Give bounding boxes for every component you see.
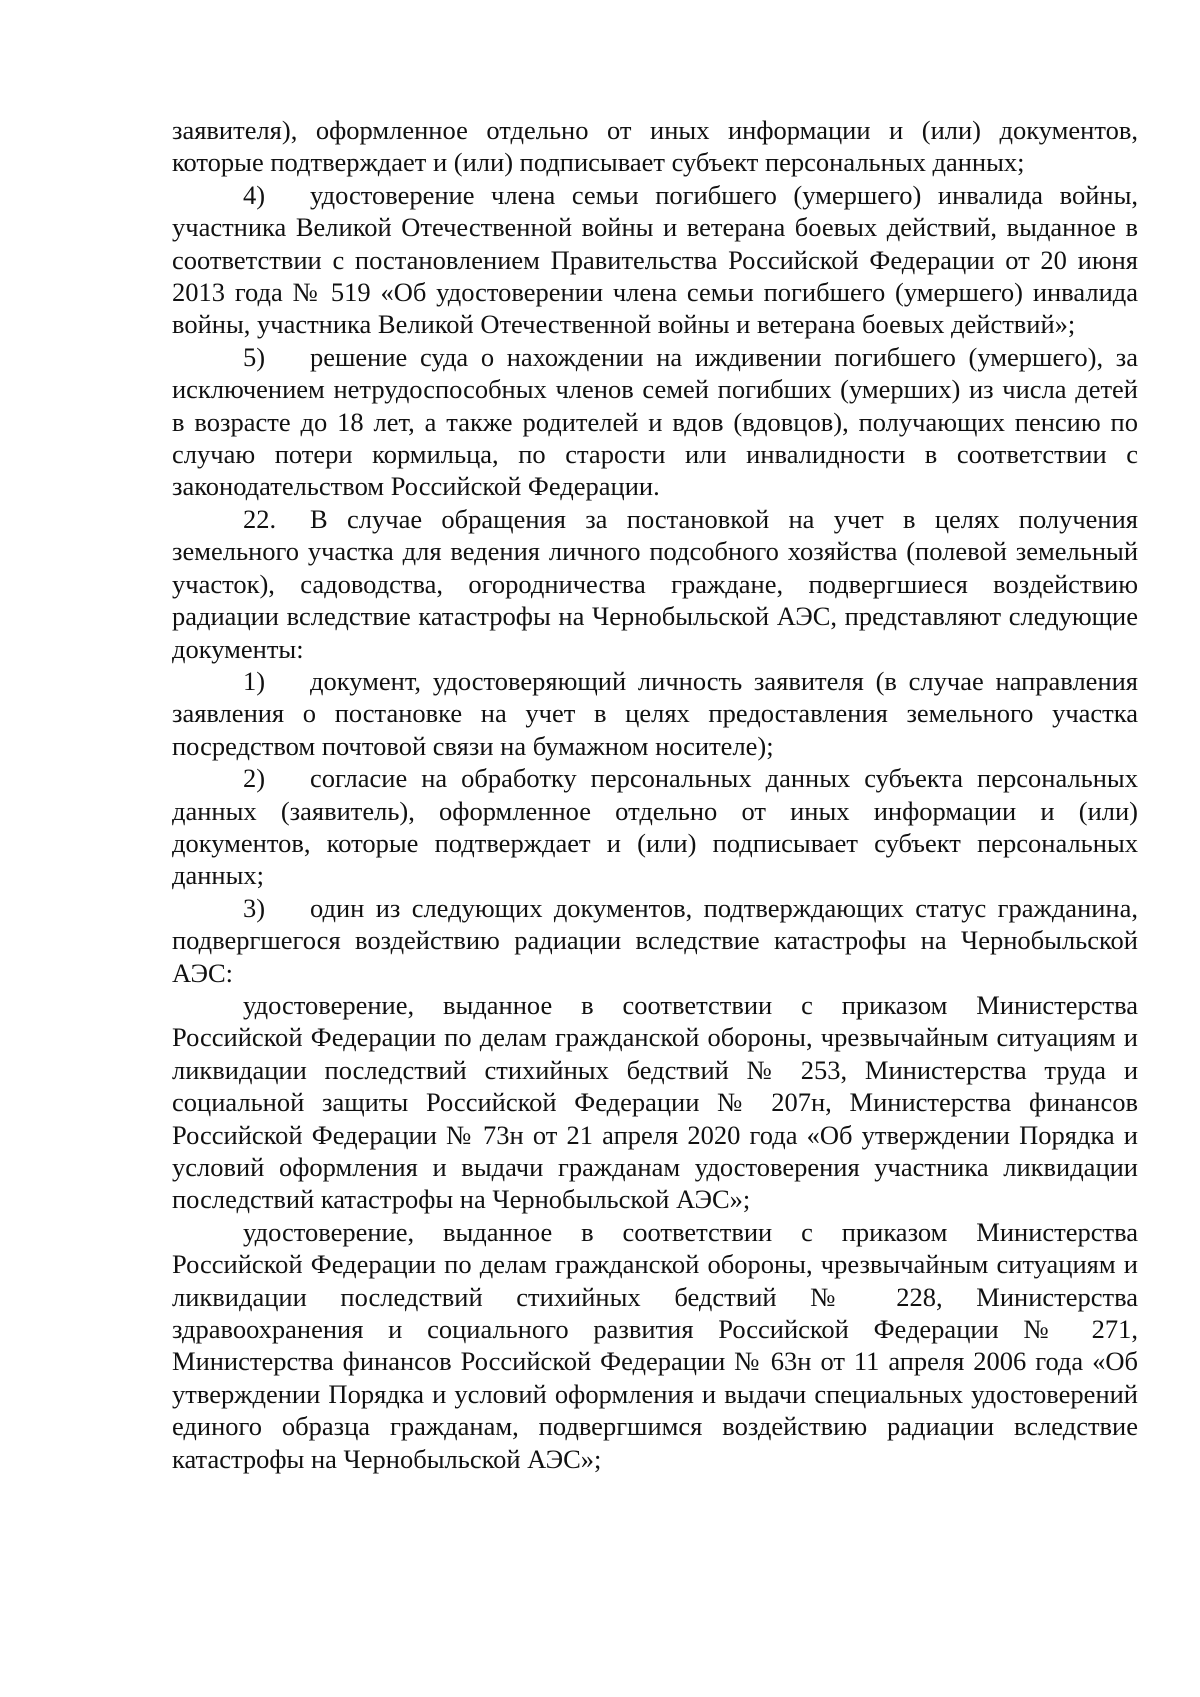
paragraph-continuation <box>172 114 1138 179</box>
list-item-5 <box>172 341 1138 503</box>
list-item-2 <box>172 762 1138 892</box>
clause-number: 22. <box>243 503 277 534</box>
item-number: 5) <box>243 341 266 372</box>
clause-22 <box>172 503 1138 665</box>
item-number: 3) <box>243 892 266 923</box>
list-item-1 <box>172 665 1138 762</box>
list-item-3 <box>172 892 1138 989</box>
sub-paragraph-certificate-2020 <box>172 989 1138 1216</box>
item-text: удостоверение члена семьи погибшего (умершего) инвалида войны, участника Великой Отечественной войны и ветерана боевых действий, выданное в соответствии с постановлением Правительства Российской Федерации от 20 июня 2013 года № 519 «Об удостоверении члена семьи погибшего (умершего) инвалида войны, участника Великой Отечественной войны и ветерана боевых действий»; <box>172 179 1138 340</box>
clause-text: В случае обращения за постановкой на учет в целях получения земельного участка для ведения личного подсобного хозяйства (полевой земельный участок), садоводства, огородничества граждане, подвергшиеся воздействию радиации вследствие катастрофы на Чернобыльской АЭС, представляют следующие документы: <box>172 503 1138 664</box>
item-number: 2) <box>243 763 266 794</box>
paragraph-text: удостоверение, выданное в соответствии с приказом Министерства Российской Федерации по делам гражданской обороны, чрезвычайным ситуациям и ликвидации последствий стихийных бедствий № 253, Министерства труда и социальной защиты Российской Федерации № 207н, Министерства финансов Российской Федерации № 73н от 21 апреля 2020 года «Об утверждении Порядка и условий оформления и выдачи гражданам удостоверения участника ликвидации последствий катастрофы на Чернобыльской АЭС»; <box>172 989 1138 1215</box>
item-text: согласие на обработку персональных данных субъекта персональных данных (заявитель), оформленное отдельно от иных информации и (или) документов, которые подтверждает и (или) подписывает субъект персональных данных; <box>172 763 1138 891</box>
paragraph-text: удостоверение, выданное в соответствии с приказом Министерства Российской Федерации по делам гражданской обороны, чрезвычайным ситуациям и ликвидации последствий стихийных бедствий № 228, Министерства здравоохранения и социального развития Российской Федерации № 271, Министерства финансов Российской Федерации № 63н от 11 апреля 2006 года «Об утверждении Порядка и условий оформления и выдачи специальных удостоверений единого образца гражданам, подвергшимся воздействию радиации вследствие катастрофы на Чернобыльской АЭС»; <box>172 1216 1138 1474</box>
item-text: решение суда о нахождении на иждивении погибшего (умершего), за исключением нетрудоспособных членов семей погибших (умерших) из числа детей в возрасте до 18 лет, а также родителей и вдов (вдовцов), получающих пенсию по случаю потери кормильца, по старости или инвалидности в соответствии с законодательством Российской Федерации. <box>172 341 1138 502</box>
paragraph-text: заявителя), оформленное отдельно от иных информации и (или) документов, которые подтверждает и (или) подписывает субъект персональных данных; <box>172 115 1138 178</box>
item-text: один из следующих документов, подтверждающих статус гражданина, подвергшегося воздействию радиации вследствие катастрофы на Чернобыльской АЭС: <box>172 892 1138 988</box>
list-item-4 <box>172 179 1138 341</box>
item-number: 4) <box>243 179 266 210</box>
sub-paragraph-certificate-2006 <box>172 1216 1138 1475</box>
document-body <box>172 114 1138 1475</box>
item-text: документ, удостоверяющий личность заявителя (в случае направления заявления о постановке на учет в целях предоставления земельного участка посредством почтовой связи на бумажном носителе); <box>172 665 1138 761</box>
item-number: 1) <box>243 665 266 696</box>
